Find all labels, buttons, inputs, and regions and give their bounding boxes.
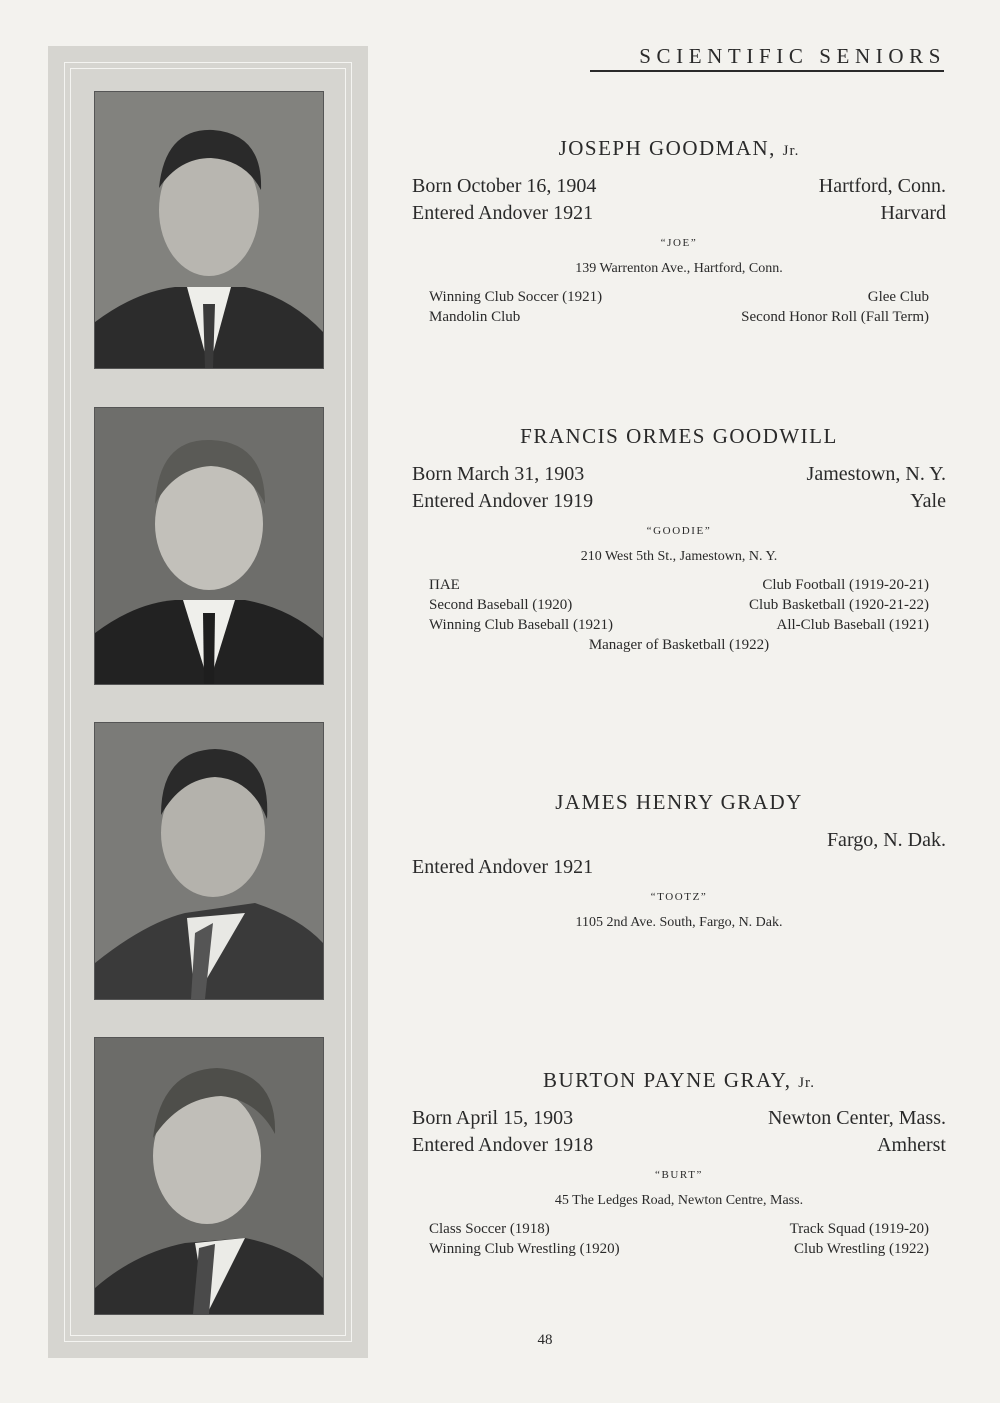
header-rule — [590, 70, 944, 72]
activity-row: Mandolin Club Second Honor Roll (Fall Term) — [429, 309, 929, 325]
activity-row: Winning Club Soccer (1921) Glee Club — [429, 289, 929, 305]
hometown: Newton Center, Mass. — [767, 1107, 946, 1129]
activity-row-center: Manager of Basketball (1922) — [588, 637, 770, 653]
portrait-column — [48, 46, 368, 1358]
nickname: “BURT” — [654, 1169, 704, 1181]
nickname: “GOODIE” — [646, 525, 712, 537]
birth-date: Born April 15, 1903 — [412, 1107, 574, 1129]
entered-year: Entered Andover 1918 — [412, 1134, 594, 1156]
senior-entry — [412, 424, 946, 657]
activity-row: Winning Club Baseball (1921) All-Club Baseball (1921) — [429, 617, 929, 633]
activity-row: Class Soccer (1918) Track Squad (1919-20) — [429, 1221, 929, 1237]
hometown: Hartford, Conn. — [818, 175, 946, 197]
college: Yale — [910, 490, 946, 512]
address: 139 Warrenton Ave., Hartford, Conn. — [575, 261, 783, 276]
senior-entry — [412, 136, 946, 329]
hometown: Fargo, N. Dak. — [826, 829, 946, 851]
senior-name: FRANCIS ORMES GOODWILL — [520, 424, 838, 448]
entered-year: Entered Andover 1921 — [412, 202, 594, 224]
page-number: 48 — [537, 1332, 553, 1348]
birth-date: Born October 16, 1904 — [412, 175, 597, 197]
senior-entry — [412, 790, 946, 931]
address: 45 The Ledges Road, Newton Centre, Mass. — [554, 1193, 804, 1208]
portrait-photo — [95, 1038, 323, 1314]
address: 1105 2nd Ave. South, Fargo, N. Dak. — [575, 915, 783, 930]
entered-year: Entered Andover 1921 — [412, 856, 594, 878]
senior-name: JAMES HENRY GRADY — [555, 790, 803, 814]
senior-name: JOSEPH GOODMAN, Jr. — [558, 136, 800, 160]
portrait-photo — [95, 408, 323, 684]
nickname: “TOOTZ” — [650, 891, 708, 903]
page-title: SCIENTIFIC SENIORS — [639, 44, 946, 68]
senior-entry — [412, 1068, 946, 1261]
address: 210 West 5th St., Jamestown, N. Y. — [580, 549, 778, 564]
nickname: “JOE” — [660, 237, 698, 249]
hometown: Jamestown, N. Y. — [806, 463, 946, 485]
senior-name: BURTON PAYNE GRAY, Jr. — [543, 1068, 815, 1092]
portrait-photo — [95, 723, 323, 999]
activity-row: ΠAE Club Football (1919-20-21) — [429, 577, 929, 593]
entered-year: Entered Andover 1919 — [412, 490, 594, 512]
activity-row: Winning Club Wrestling (1920) Club Wrestling (1922) — [429, 1241, 929, 1257]
activity-row: Second Baseball (1920) Club Basketball (1920-21-22) — [429, 597, 929, 613]
college: Harvard — [880, 202, 946, 224]
college: Amherst — [877, 1134, 946, 1156]
portrait-photo — [95, 92, 323, 368]
birth-date: Born March 31, 1903 — [412, 463, 585, 485]
